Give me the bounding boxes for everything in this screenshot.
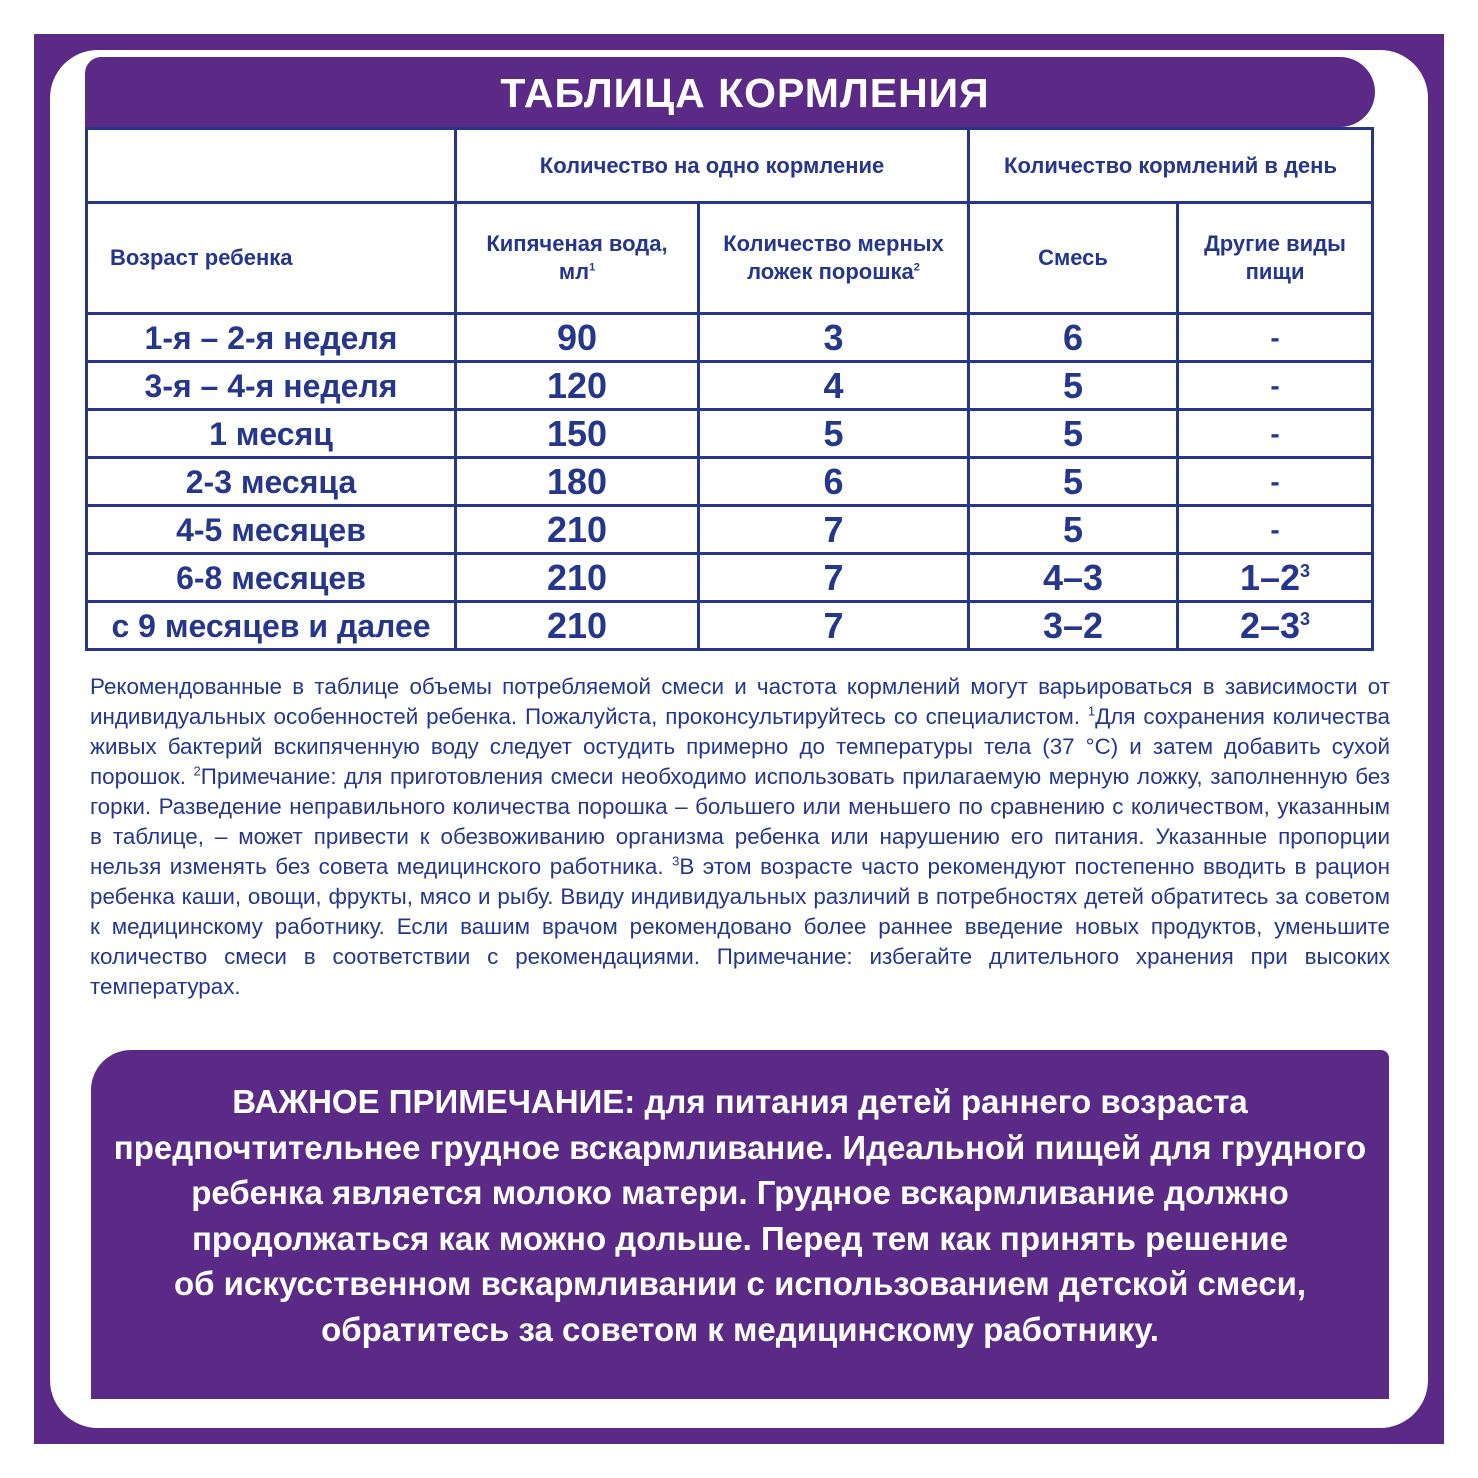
important-note-line: продолжаться как можно дольше. Перед тем как принять решение xyxy=(191,1219,1289,1257)
cell-scoops: 6 xyxy=(699,458,969,506)
table-header-row xyxy=(87,203,1373,314)
cell-age: 3-я – 4-я неделя xyxy=(87,362,456,410)
cell-scoops: 7 xyxy=(699,602,969,650)
cell-other-value: 1–2 xyxy=(1239,556,1301,598)
cell-age: 2-3 месяца xyxy=(87,458,456,506)
cell-water: 210 xyxy=(456,602,699,650)
cell-water: 210 xyxy=(456,554,699,602)
cell-formula: 5 xyxy=(969,410,1178,458)
cell-formula: 5 xyxy=(969,458,1178,506)
cell-water: 120 xyxy=(456,362,699,410)
important-note-line: ребенка является молоко матери. Грудное вскармливание должно xyxy=(191,1174,1289,1211)
important-note-line: об искусственном вскармливании с использованием детской смеси, xyxy=(173,1265,1307,1302)
table-row xyxy=(87,410,1373,458)
header-other-food xyxy=(1178,203,1373,314)
notes-part-3: Примечание: для приготовления смеси необходимо использовать прилагаемую мерную ложку, заполненную без горки. Разведение неправильного количества порошка – большего или меньшего по сравнению с количеством, указанным в таблице, – может привести к обезвоживанию организма ребенка или нарушению его питания. Указанные пропорции нельзя изменять без совета медицинского работника. xyxy=(90,764,1390,879)
cell-age: 6-8 месяцев xyxy=(87,554,456,602)
header-scoops-line1: Количество мерных xyxy=(723,231,944,256)
important-note-line: предпочтительнее грудное вскармливание. Идеальной пищей для грудного xyxy=(113,1128,1367,1166)
header-water-unit: мл xyxy=(558,259,590,284)
cell-scoops: 7 xyxy=(699,506,969,554)
notes-part-1: Рекомендованные в таблице объемы потребляемой смеси и частота кормлений могут варьироваться в зависимости от индивидуальных особенностей ребенка. Пожалуйста, проконсультируйтесь со специалистом. xyxy=(90,674,1390,729)
cell-formula: 3–2 xyxy=(969,602,1178,650)
footnote-marker: 1 xyxy=(1087,703,1096,719)
cell-age: 1 месяц xyxy=(87,410,456,458)
cell-other-food xyxy=(1178,554,1373,602)
cell-age: с 9 месяцев и далее xyxy=(87,602,456,650)
header-per-day: Количество кормлений в день xyxy=(969,129,1373,203)
page-title: ТАБЛИЦА КОРМЛЕНИЯ xyxy=(500,70,990,116)
header-per-feeding: Количество на одно кормление xyxy=(456,129,969,203)
cell-scoops: 7 xyxy=(699,554,969,602)
cell-other-value: 2–3 xyxy=(1239,604,1301,646)
cell-other-food: - xyxy=(1178,506,1373,554)
table-row xyxy=(87,602,1373,650)
cell-water: 90 xyxy=(456,314,699,362)
header-other-line2: пищи xyxy=(1245,259,1305,284)
footnote-marker: 2 xyxy=(913,261,920,274)
important-note-line: ВАЖНОЕ ПРИМЕЧАНИЕ: для питания детей раннего возраста xyxy=(232,1083,1248,1120)
table-header-empty-cell xyxy=(87,129,456,203)
header-formula: Смесь xyxy=(969,203,1178,314)
table-group-header-row xyxy=(87,129,1373,203)
cell-age: 1-я – 2-я неделя xyxy=(87,314,456,362)
feeding-table xyxy=(85,127,1374,651)
cell-other-food: - xyxy=(1178,410,1373,458)
cell-formula: 5 xyxy=(969,362,1178,410)
cell-formula: 5 xyxy=(969,506,1178,554)
cell-scoops: 4 xyxy=(699,362,969,410)
header-scoops xyxy=(699,203,969,314)
table-row xyxy=(87,554,1373,602)
cell-age: 4-5 месяцев xyxy=(87,506,456,554)
footnote-marker: 3 xyxy=(1300,608,1311,629)
header-other-line1: Другие виды xyxy=(1204,231,1346,256)
cell-water: 210 xyxy=(456,506,699,554)
notes-part-2: Для сохранения количества живых бактерий вскипяченную воду следует остудить примерно до температуры тела (37 °С) и затем добавить сухой порошок. xyxy=(90,704,1390,789)
cell-scoops: 5 xyxy=(699,410,969,458)
table-row xyxy=(87,458,1373,506)
cell-scoops: 3 xyxy=(699,314,969,362)
header-age: Возраст ребенка xyxy=(87,203,456,314)
cell-other-food xyxy=(1178,602,1373,650)
important-note-line: обратитесь за советом к медицинскому работнику. xyxy=(321,1310,1159,1348)
notes-part-4: В этом возрасте часто рекомендуют постепенно вводить в рацион ребенка каши, овощи, фрукты, мясо и рыбу. Ввиду индивидуальных различий в потребностях детей обратитесь за советом к медицинскому работнику. Если вашим врачом рекомендовано более раннее введение новых продуктов, уменьшите количество смеси в соответствии с рекомендациями. Примечание: избегайте длительного хранения при высоких температурах. xyxy=(90,854,1390,999)
cell-formula: 6 xyxy=(969,314,1178,362)
header-water-label: Кипяченая вода, xyxy=(486,231,668,256)
cell-other-food: - xyxy=(1178,314,1373,362)
header-water xyxy=(456,203,699,314)
cell-water: 180 xyxy=(456,458,699,506)
footnote-marker: 1 xyxy=(589,261,596,274)
important-note-text xyxy=(91,1079,1389,1352)
table-row xyxy=(87,362,1373,410)
cell-other-food: - xyxy=(1178,362,1373,410)
table-row xyxy=(87,314,1373,362)
footnote-marker: 3 xyxy=(1300,560,1311,581)
table-row xyxy=(87,506,1373,554)
cell-other-food: - xyxy=(1178,458,1373,506)
cell-formula: 4–3 xyxy=(969,554,1178,602)
header-scoops-line2: ложек порошка xyxy=(747,259,914,284)
footnotes-paragraph xyxy=(90,672,1390,1002)
cell-water: 150 xyxy=(456,410,699,458)
footnote-marker: 3 xyxy=(672,853,680,869)
footnote-marker: 2 xyxy=(193,763,201,779)
